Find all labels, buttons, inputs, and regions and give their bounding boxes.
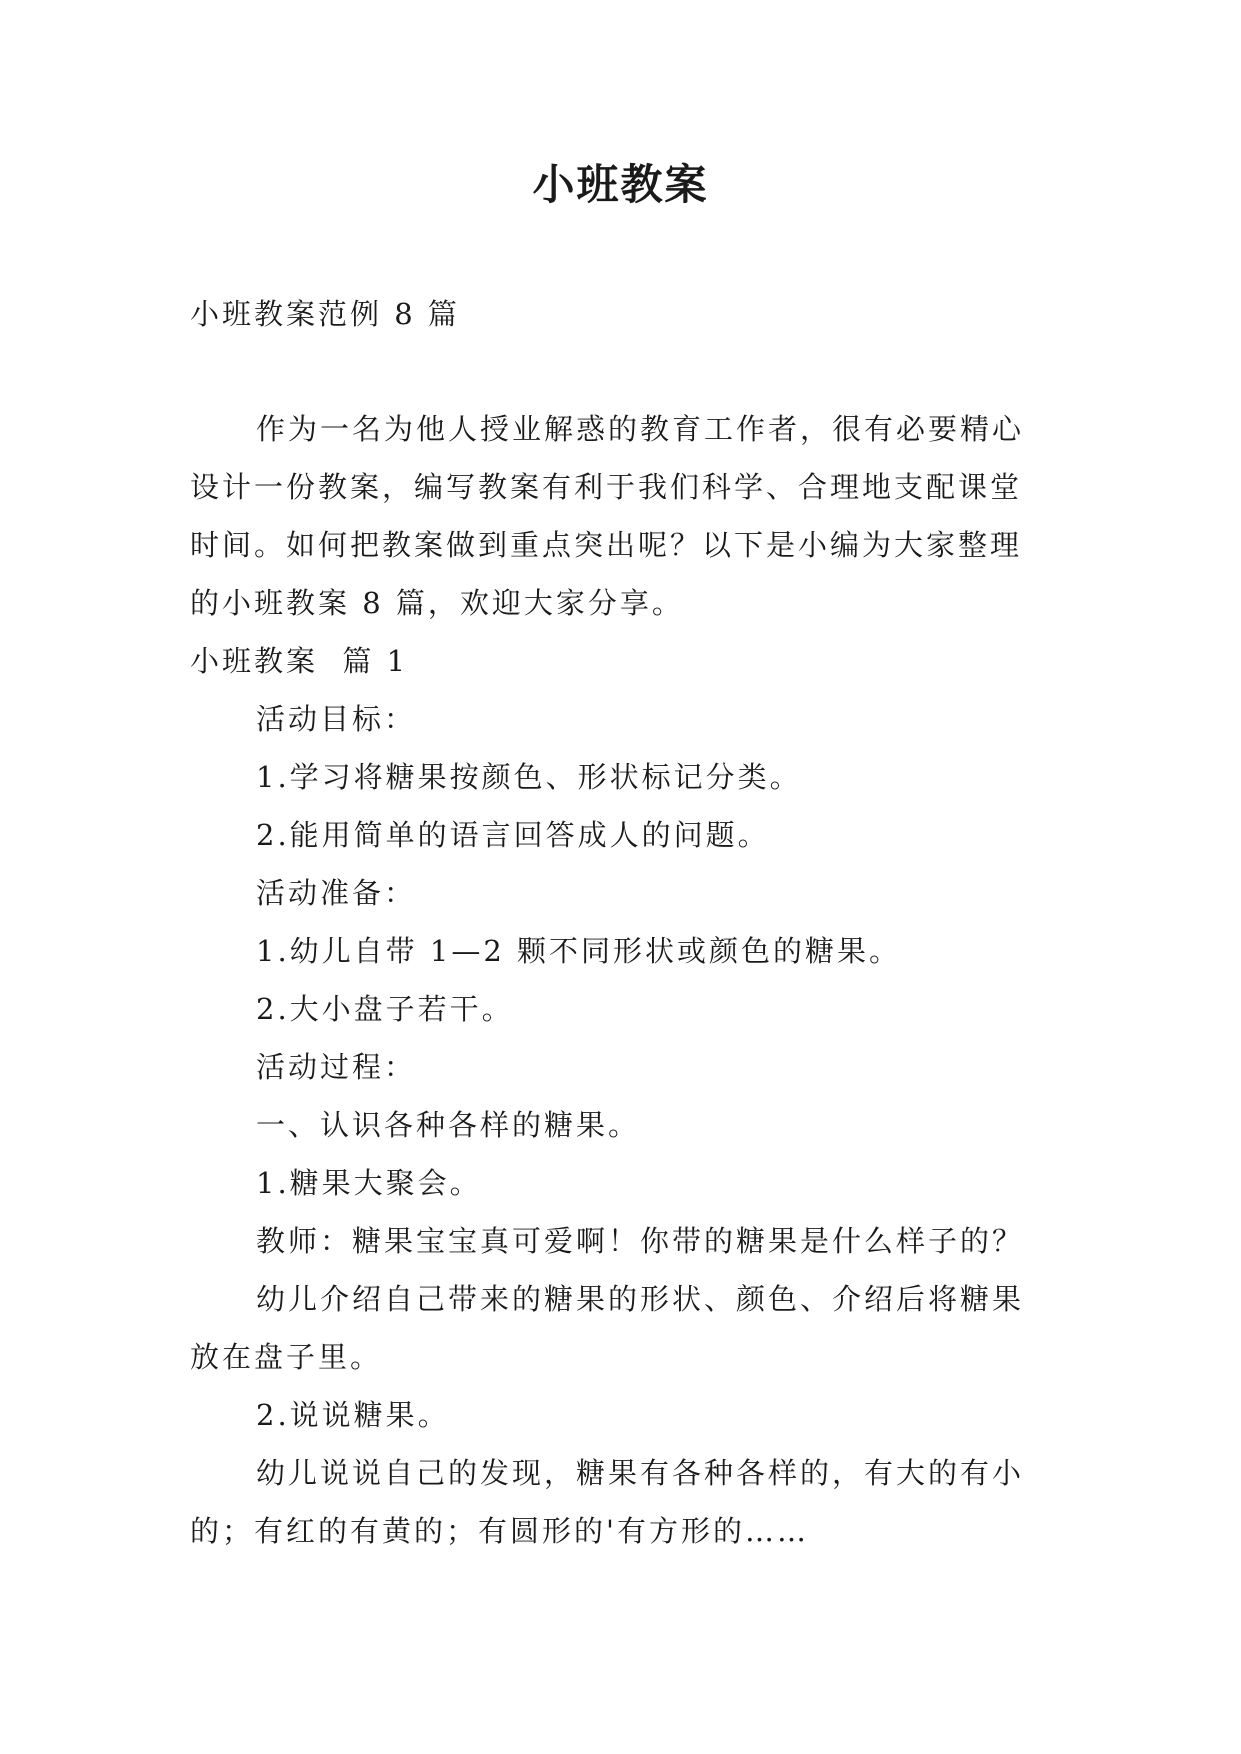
paragraph: 幼儿介绍自己带来的糖果的形状、颜色、介绍后将糖果 [256, 1282, 1025, 1316]
paragraph: 1.糖果大聚会。 [256, 1166, 482, 1200]
paragraph: 活动准备： [256, 876, 417, 910]
paragraph: 2.能用简单的语言回答成人的问题。 [256, 818, 770, 852]
paragraph: 活动过程： [256, 1050, 417, 1084]
paragraph: 的；有红的有黄的；有圆形的'有方形的…… [190, 1514, 809, 1548]
paragraph: 幼儿说说自己的发现，糖果有各种各样的，有大的有小 [256, 1456, 1025, 1490]
paragraph: 一、认识各种各样的糖果。 [256, 1108, 641, 1142]
document-body [190, 400, 1050, 1560]
document-title: 小班教案 [532, 160, 709, 209]
intro-line: 设计一份教案，编写教案有利于我们科学、合理地支配课堂 [190, 470, 1023, 504]
paragraph: 1.幼儿自带 1—2 颗不同形状或颜色的糖果。 [256, 934, 902, 968]
paragraph: 2.大小盘子若干。 [256, 992, 514, 1026]
paragraph: 活动目标： [256, 702, 417, 736]
section-heading: 小班教案 篇 1 [190, 644, 409, 678]
paragraph: 放在盘子里。 [190, 1340, 383, 1374]
paragraph: 教师：糖果宝宝真可爱啊！你带的糖果是什么样子的？ [256, 1224, 1025, 1258]
intro-line: 的小班教案 8 篇，欢迎大家分享。 [190, 586, 684, 620]
paragraph: 2.说说糖果。 [256, 1398, 450, 1432]
document-subtitle: 小班教案范例 8 篇 [190, 297, 460, 331]
intro-line: 时间。如何把教案做到重点突出呢？以下是小编为大家整理 [190, 528, 1023, 562]
intro-line: 作为一名为他人授业解惑的教育工作者，很有必要精心 [256, 412, 1025, 446]
paragraph: 1.学习将糖果按颜色、形状标记分类。 [256, 760, 802, 794]
